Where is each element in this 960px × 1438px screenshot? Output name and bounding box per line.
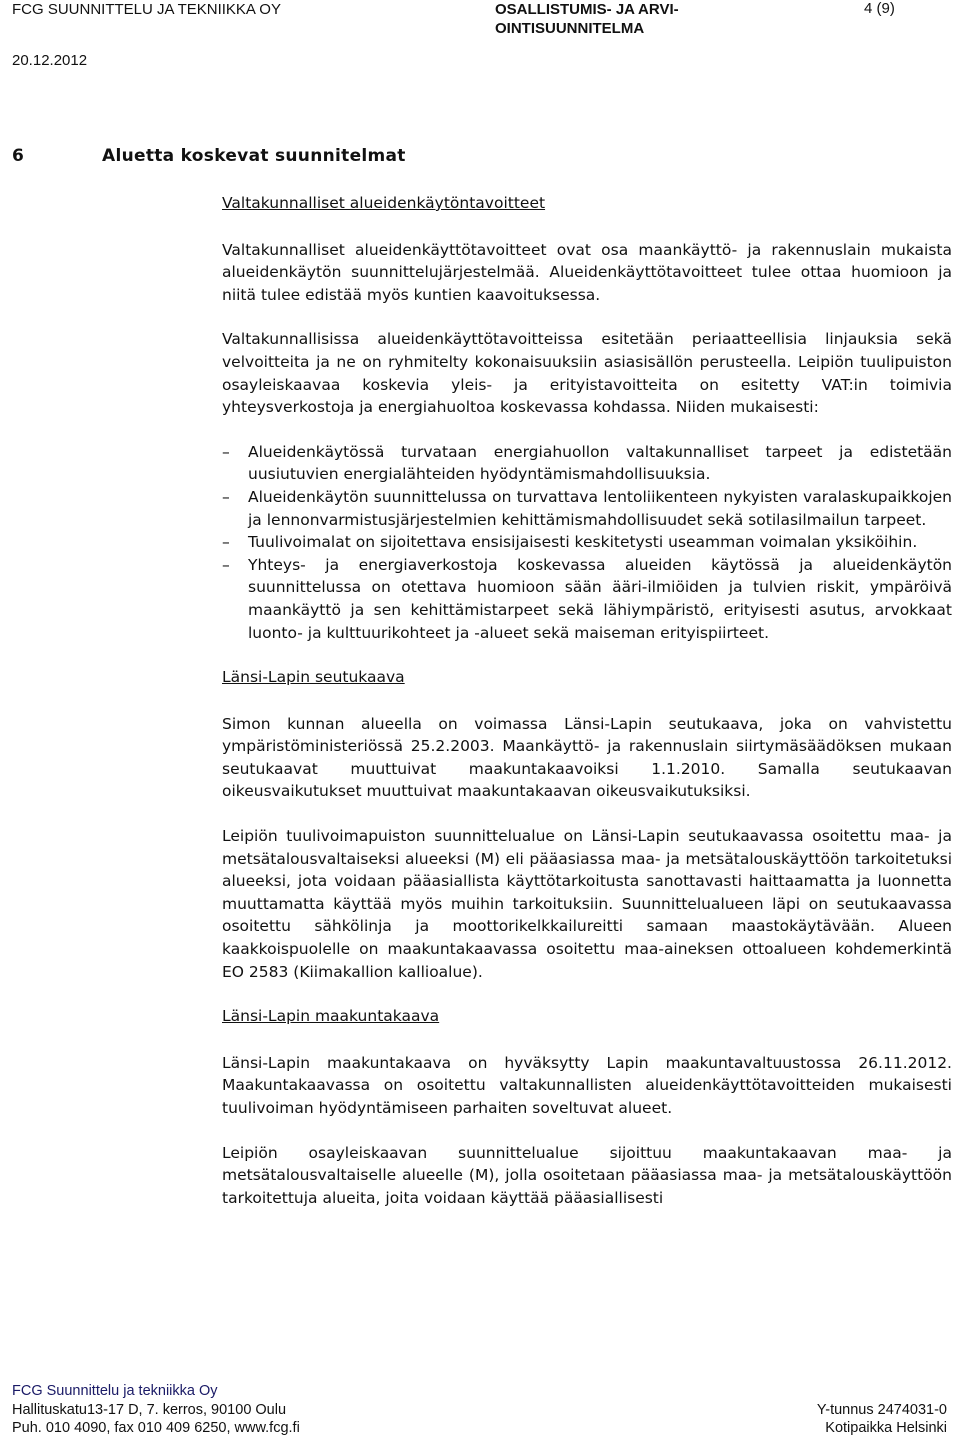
section-heading bbox=[12, 146, 406, 166]
header-document-title: OSALLISTUMIS- JA ARVI-OINTISUUNNITELMA bbox=[495, 1, 679, 37]
subheading-vat: Valtakunnalliset alueidenkäytöntavoitteet bbox=[222, 194, 546, 212]
footer-domicile: Kotipaikka Helsinki bbox=[825, 1420, 947, 1436]
paragraph: Simon kunnan alueella on voimassa Länsi-Lapin seutukaava, joka on vahvistettu ympäristöministeriössä 25.2.2003. Maankäyttö- ja rakennuslain siirtymäsäädöksen mukaan seutukaavat muuttuivat maakuntakaavoiksi 1.1.2010. Samalla seutukaavan oikeusvaikutukset muuttuivat maakuntakaavan oikeusvaikutuksiksi. bbox=[222, 714, 952, 801]
paragraph: Valtakunnalliset alueidenkäyttötavoitteet ovat osa maankäyttö- ja rakennuslain mukaista alueidenkäytön suunnittelujärjestelmää. Alueidenkäyttötavoitteet tulee ottaa huomioon ja niitä tulee edistää myös kuntien kaavoituksessa. bbox=[222, 240, 952, 304]
footer-company: FCG Suunnittelu ja tekniikka Oy bbox=[12, 1383, 218, 1399]
list-item: – Alueidenkäytössä turvataan energiahuollon valtakunnalliset tarpeet ja edistetään uusiutuvien energialähteiden hyödyntämismahdollisuuksia. bbox=[222, 441, 952, 486]
paragraph: Valtakunnallisissa alueidenkäyttötavoitteissa esitetään periaatteellisia linjauksia sekä velvoitteita ja ne on ryhmitelty kokonaisuuksiin asiasisällön perusteella. Leipiön tuulipuiston osayleiskaavaa koskevia yleis- ja erityistavoitteita on esitetty VAT:in toimivia yhteysverkostoja ja energiahuoltoa koskevassa kohdassa. Niiden mukaisesti: bbox=[222, 330, 952, 417]
header-company: FCG SUUNNITTELU JA TEKNIIKKA OY bbox=[12, 1, 281, 18]
footer-contact: Puh. 010 4090, fax 010 409 6250, www.fcg.fi bbox=[12, 1420, 300, 1436]
dash-list bbox=[222, 441, 952, 644]
document-body bbox=[222, 192, 952, 1231]
header-date: 20.12.2012 bbox=[12, 52, 88, 69]
section-number: 6 bbox=[12, 146, 25, 166]
paragraph: Länsi-Lapin maakuntakaava on hyväksytty Lapin maakuntavaltuustossa 26.11.2012. Maakuntakaavassa on osoitettu valtakunnallisten alueidenkäyttötavoitteiden mukaisesti tuulivoiman hyödyntämiseen parhaiten soveltuvat alueet. bbox=[222, 1053, 952, 1117]
list-item: – Alueidenkäytön suunnittelussa on turvattava lentoliikenteen nykyisten varalaskupaikkojen ja lennonvarmistusjärjestelmien kehittämismahdollisuudet sekä sotilasilmailun tarpeet. bbox=[222, 486, 952, 531]
section-title: Aluetta koskevat suunnitelmat bbox=[102, 146, 406, 166]
page-footer bbox=[12, 1382, 947, 1438]
subheading-seutukaava: Länsi-Lapin seutukaava bbox=[222, 668, 405, 687]
list-item: – Yhteys- ja energiaverkostoja koskevassa alueiden käytössä ja alueidenkäytön suunnittelussa on otettava huomioon sään ääri-ilmiöiden ja tulvien riskit, ympäröivä maankäyttö ja sen kehittämistarpeet sekä lähiympäristö, erityisesti asutus, arvokkaat luonto- ja kulttuurikohteet ja -alueet sekä maiseman erityispiirteet. bbox=[222, 554, 952, 644]
footer-address: Hallituskatu13-17 D, 7. kerros, 90100 Oulu bbox=[12, 1401, 287, 1418]
header-page-number: 4 (9) bbox=[864, 0, 895, 17]
paragraph: Leipiön osayleiskaavan suunnittelualue sijoittuu maakuntakaavan maa- ja metsätalousvaltaiselle alueelle (M), jolla osoitetaan pääasiassa maa- ja metsätalouskäyttöön tarkoitettuja alueita, joita voidaan käyttää pääasiallisesti bbox=[222, 1143, 952, 1207]
subheading-maakuntakaava: Länsi-Lapin maakuntakaava bbox=[222, 1007, 440, 1026]
paragraph: Leipiön tuulivoimapuiston suunnittelualue on Länsi-Lapin seutukaavassa osoitettu maa- ja metsätalousvaltaiseksi alueeksi (M) eli pääasiassa maa- ja metsätalouskäyttöön tarkoitetuksi alueeksi, jota voidaan pääasiallista käyttötarkoitusta sanottavasti haittaamatta ja luonnetta muuttamatta käyttää myös muihin tarkoituksiin. Suunnittelualueen läpi on seutukaavassa osoitettu sähkölinja ja moottorikelkkailureitti samaan maastokäytävään. Alueen kaakkoispuolelle on maakuntakaavassa osoitettu maa-aineksen ottoalueen kohdemerkintä EO 2583 (Kiimakallion kallioalue). bbox=[222, 827, 952, 981]
footer-business-id: Y-tunnus 2474031-0 bbox=[816, 1401, 947, 1418]
list-item: – Tuulivoimalat on sijoitettava ensisijaisesti keskitetysti useamman voimalan yksiköihin. bbox=[222, 531, 952, 554]
